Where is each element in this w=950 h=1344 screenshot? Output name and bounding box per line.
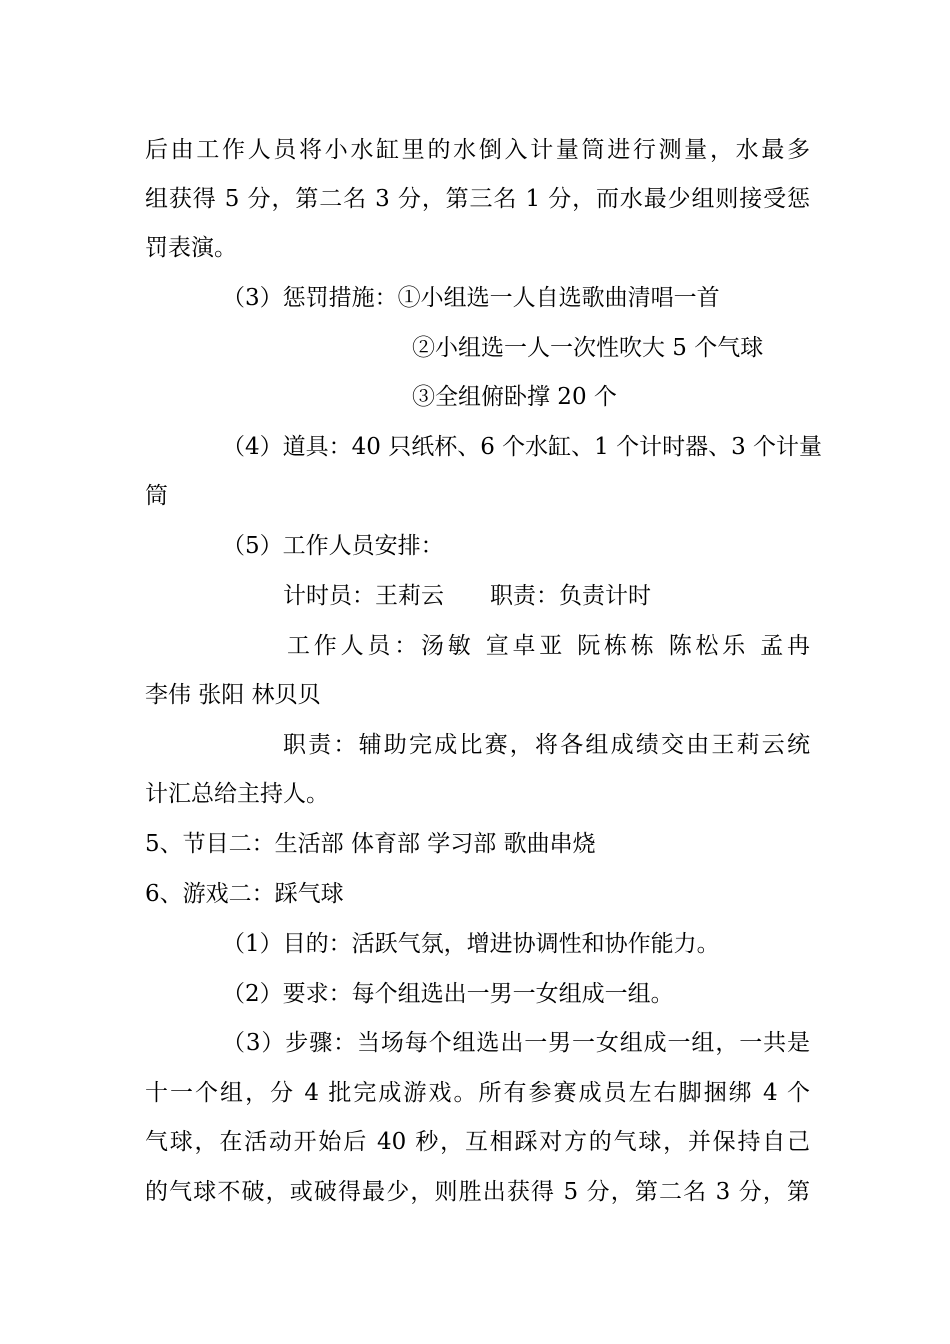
paragraph-line: 的气球不破，或破得最少，则胜出获得 5 分，第二名 3 分，第 xyxy=(145,1179,810,1205)
steps-line: （3）步骤：当场每个组选出一男一女组成一组，一共是 xyxy=(222,1030,810,1056)
punishment-item: ③全组俯卧撑 20 个 xyxy=(412,384,617,410)
staff-list-line: 李伟 张阳 林贝贝 xyxy=(145,682,321,708)
punishment-heading: （3）惩罚措施：①小组选一人自选歌曲清唱一首 xyxy=(222,285,720,311)
paragraph-line: 罚表演。 xyxy=(145,235,237,261)
game-heading: 6、游戏二：踩气球 xyxy=(145,881,344,907)
requirement-line: （2）要求：每个组选出一男一女组成一组。 xyxy=(222,981,674,1007)
staff-heading: （5）工作人员安排： xyxy=(222,533,444,559)
props-line: （4）道具：40 只纸杯、6 个水缸、1 个计时器、3 个计量 xyxy=(222,434,823,460)
punishment-item: ②小组选一人一次性吹大 5 个气球 xyxy=(412,335,764,361)
duty-line: 职责：辅助完成比赛，将各组成绩交由王莉云统 xyxy=(283,732,810,758)
paragraph-line: 筒 xyxy=(145,483,168,509)
paragraph-line: 后由工作人员将小水缸里的水倒入计量筒进行测量，水最多 xyxy=(145,137,810,163)
program-heading: 5、节目二：生活部 体育部 学习部 歌曲串烧 xyxy=(145,831,596,857)
paragraph-line: 组获得 5 分，第二名 3 分，第三名 1 分，而水最少组则接受惩 xyxy=(145,186,810,212)
purpose-line: （1）目的：活跃气氛，增进协调性和协作能力。 xyxy=(222,931,720,957)
paragraph-line: 计汇总给主持人。 xyxy=(145,781,329,807)
timekeeper-line: 计时员：王莉云 职责：负责计时 xyxy=(283,583,651,609)
paragraph-line: 气球，在活动开始后 40 秒，互相踩对方的气球，并保持自己 xyxy=(145,1129,810,1155)
staff-list-line: 工作人员：汤敏 宣卓亚 阮栋栋 陈松乐 孟冉 xyxy=(287,633,810,659)
paragraph-line: 十一个组，分 4 批完成游戏。所有参赛成员左右脚捆绑 4 个 xyxy=(145,1080,810,1106)
